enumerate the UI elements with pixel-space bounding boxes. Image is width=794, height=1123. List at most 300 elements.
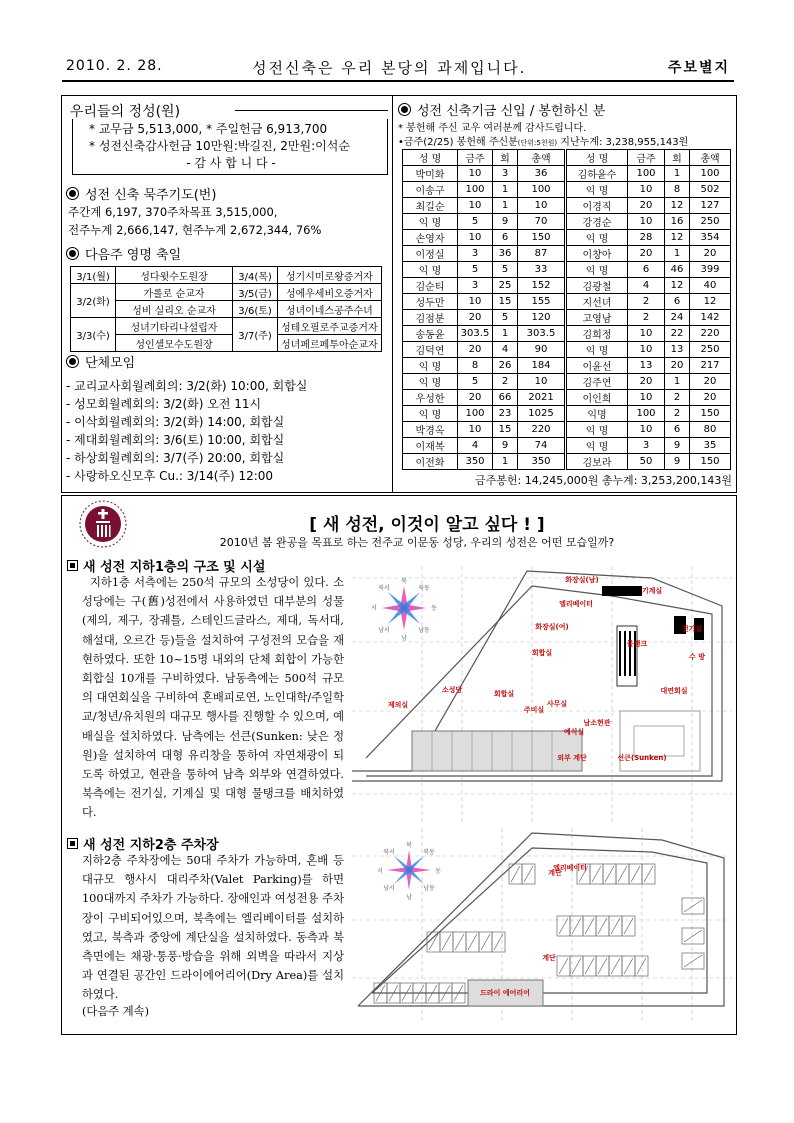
summary-label: •금주(2/25) 봉헌해 주신분 — [398, 137, 518, 148]
donor-name: 김주연 — [566, 374, 628, 390]
donor-name: 익 명 — [403, 406, 458, 422]
room-label: 소성당 — [441, 686, 463, 694]
feast-name: 성인셀모수도원장 — [116, 335, 233, 352]
donation-value: 2 — [665, 406, 690, 422]
donation-value: 13 — [665, 342, 690, 358]
room-label: 계단 — [548, 869, 562, 877]
donation-value: 66 — [493, 390, 518, 406]
stall-marking — [572, 918, 581, 934]
room-label: 화장실(남) — [565, 576, 599, 584]
meeting-item: - 하상회월례회의: 3/7(주) 20:00, 회합실 — [66, 451, 285, 465]
prayer-line-2: 전주누계 2,666,147, 현주누계 2,672,344, 76% — [68, 223, 322, 237]
stall-marking — [611, 918, 620, 934]
meeting-item: - 성모회월례회의: 3/2(화) 오전 11시 — [66, 397, 262, 411]
table-row — [403, 422, 731, 438]
donation-value: 23 — [493, 406, 518, 422]
stall-marking — [637, 958, 646, 974]
donations-total: 금주봉헌: 14,245,000원 총누계: 3,253,200,143원 — [475, 474, 732, 487]
stall-marking — [481, 934, 490, 950]
table-row — [403, 358, 731, 374]
donation-value: 1025 — [518, 406, 566, 422]
feast-name: 성기시미로왕증거자 — [278, 267, 382, 284]
section1-body — [82, 573, 344, 828]
radio-bullet-icon — [66, 247, 79, 260]
donor-name: 이전화 — [403, 454, 458, 470]
donor-name: 김순티 — [403, 278, 458, 294]
continued-note: (다음주 계속) — [82, 1005, 149, 1018]
room-label: 기계실 — [641, 587, 663, 595]
donation-value: 2 — [665, 390, 690, 406]
donation-value: 22 — [665, 326, 690, 342]
donation-value: 90 — [518, 342, 566, 358]
donation-value: 100 — [628, 406, 665, 422]
feast-name: 성비 실리오 순교자 — [116, 301, 233, 318]
offerings-thanks: - 감 사 합 니 다 - — [186, 156, 276, 170]
donation-value: 10 — [628, 422, 665, 438]
donations-thanks: * 봉헌해 주신 교우 여러분께 감사드립니다. — [398, 123, 587, 134]
feast-name: 성녀이네스공주수녀 — [278, 301, 382, 318]
donation-value: 350 — [518, 454, 566, 470]
compass-label: 남 — [401, 635, 407, 642]
donation-value: 5 — [493, 310, 518, 326]
donation-value: 9 — [493, 214, 518, 230]
donation-value: 10 — [458, 198, 493, 214]
stall-marking — [559, 958, 568, 974]
donation-value: 303.5 — [458, 326, 493, 342]
stall-marking — [624, 958, 633, 974]
donor-name: 김덕연 — [403, 342, 458, 358]
room-label: 계단 — [542, 954, 556, 962]
donation-value: 10 — [518, 198, 566, 214]
header-slogan: 성전신축은 우리 본당의 과제입니다. — [252, 59, 527, 77]
donation-value: 6 — [665, 294, 690, 310]
donation-value: 2 — [493, 374, 518, 390]
donation-value: 4 — [458, 438, 493, 454]
donation-value: 36 — [493, 246, 518, 262]
compass-label: 동 — [435, 868, 441, 875]
col-header: 성 명 — [403, 150, 458, 166]
summary-cumulative: 지난누계: 3,238,955,143원 — [557, 137, 689, 148]
donation-value: 5 — [493, 262, 518, 278]
donation-value: 15 — [493, 422, 518, 438]
donor-name: 이창아 — [566, 246, 628, 262]
donation-value: 354 — [690, 230, 731, 246]
room-label: 회합실 — [531, 649, 553, 657]
donation-value: 155 — [518, 294, 566, 310]
feast-name: 성녀기타리나설립자 — [116, 318, 233, 335]
feast-date: 3/3(수) — [71, 318, 116, 352]
stall-marking — [618, 866, 627, 882]
donation-value: 150 — [690, 406, 731, 422]
meetings-title: 단체모임 — [85, 356, 136, 371]
donation-value: 350 — [458, 454, 493, 470]
donation-value: 100 — [518, 182, 566, 198]
donation-value: 399 — [690, 262, 731, 278]
room-label: 제의실 — [387, 701, 409, 709]
compass-label: 북동 — [418, 585, 430, 592]
radio-bullet-icon — [66, 187, 79, 200]
donation-value: 26 — [493, 358, 518, 374]
stall-marking — [631, 866, 640, 882]
donation-value: 100 — [628, 166, 665, 182]
meeting-item: - 교리교사회월례회의: 3/2(화) 10:00, 회합실 — [66, 379, 308, 393]
meeting-item: - 제대회월례회의: 3/6(토) 10:00, 회합실 — [66, 433, 285, 447]
donation-value: 1 — [665, 374, 690, 390]
compass-label: 남서 — [383, 885, 395, 892]
donation-value: 5 — [458, 262, 493, 278]
room-label: 화장실(여) — [535, 623, 569, 631]
stall-marking — [592, 866, 601, 882]
donation-value: 1 — [665, 166, 690, 182]
room-label: 전기실 — [681, 625, 703, 633]
room-label: 대연회실 — [660, 687, 688, 695]
donor-name: 김점분 — [403, 310, 458, 326]
donation-value: 10 — [628, 326, 665, 342]
donation-value: 1 — [665, 246, 690, 262]
donation-value: 20 — [690, 374, 731, 390]
square-bullet-icon — [67, 560, 78, 571]
donation-value: 220 — [518, 422, 566, 438]
section2-body — [82, 851, 344, 1001]
donation-value: 4 — [628, 278, 665, 294]
donation-value: 127 — [690, 198, 731, 214]
donation-value: 120 — [518, 310, 566, 326]
stall-marking — [442, 934, 451, 950]
donation-value: 100 — [458, 182, 493, 198]
donation-value: 10 — [458, 166, 493, 182]
table-row — [403, 390, 731, 406]
col-header: 총액 — [690, 150, 731, 166]
room-label: 사무실 — [546, 700, 568, 708]
donation-value: 74 — [518, 438, 566, 454]
donor-name: 박경옥 — [403, 422, 458, 438]
compass-label: 남서 — [378, 627, 390, 634]
donation-value: 8 — [458, 358, 493, 374]
page-header — [62, 54, 734, 82]
stall-marking — [605, 866, 614, 882]
donation-value: 1 — [493, 326, 518, 342]
donor-name: 익명 — [566, 406, 628, 422]
donation-value: 20 — [628, 246, 665, 262]
compass-label: 남 — [406, 894, 412, 901]
feast-date: 3/4(목) — [233, 267, 278, 284]
meetings-list — [66, 377, 307, 485]
offerings-title: 우리들의 정성(원) — [70, 101, 388, 121]
donation-value: 5 — [458, 214, 493, 230]
square-bullet-icon — [67, 838, 78, 849]
col-header: 금주 — [458, 150, 493, 166]
donation-value: 10 — [628, 390, 665, 406]
donation-value: 10 — [458, 422, 493, 438]
donation-value: 40 — [690, 278, 731, 294]
donations-title: 성전 신축기금 신입 / 봉헌하신 분 — [417, 104, 606, 119]
donor-name: 지선녀 — [566, 294, 628, 310]
stall-marking — [511, 866, 520, 882]
donation-value: 6 — [493, 230, 518, 246]
offerings-box — [70, 101, 388, 175]
donor-name: 이경직 — [566, 198, 628, 214]
donation-value: 303.5 — [518, 326, 566, 342]
stall-marking — [559, 918, 568, 934]
donation-value: 150 — [690, 454, 731, 470]
donor-name: 이정실 — [403, 246, 458, 262]
donations-heading — [398, 100, 605, 119]
donor-name: 김보라 — [566, 454, 628, 470]
room-label: 선큰(Sunken) — [617, 754, 667, 762]
meeting-item: - 사랑하오신모후 Cu.: 3/14(주) 12:00 — [66, 469, 274, 483]
room-label: 수 방 — [689, 653, 705, 661]
header-date: 2010. 2. 28. — [66, 58, 163, 74]
room-label: 외부 계단 — [557, 754, 587, 762]
donation-value: 8 — [665, 182, 690, 198]
donation-value: 46 — [665, 262, 690, 278]
table-row — [71, 267, 382, 284]
feast-date: 3/5(금) — [233, 284, 278, 301]
table-row — [403, 454, 731, 470]
donor-name: 익 명 — [566, 342, 628, 358]
room-label: 주비실 — [523, 706, 545, 714]
stall-marking — [684, 930, 702, 942]
donation-value: 2021 — [518, 390, 566, 406]
donor-name: 익 명 — [403, 262, 458, 278]
table-row — [403, 294, 731, 310]
donor-name: 익 명 — [566, 438, 628, 454]
donation-value: 100 — [458, 406, 493, 422]
donor-name: 이재복 — [403, 438, 458, 454]
stall-marking — [585, 918, 594, 934]
compass-label: 북동 — [423, 849, 435, 856]
room-label: 남소현관 — [583, 719, 611, 727]
donation-value: 12 — [665, 230, 690, 246]
table-row — [71, 284, 382, 301]
donation-value: 3 — [493, 166, 518, 182]
donation-value: 24 — [665, 310, 690, 326]
feast-name: 성테오필로주교증거자 — [278, 318, 382, 335]
donation-value: 13 — [628, 358, 665, 374]
feast-name: 성녀페르페투아순교자 — [278, 335, 382, 352]
donor-name: 김하윤수 — [566, 166, 628, 182]
donor-name: 우성한 — [403, 390, 458, 406]
stall-marking — [611, 958, 620, 974]
donation-value: 20 — [458, 390, 493, 406]
donation-value: 20 — [628, 374, 665, 390]
section1-text: 지하1층 서측에는 250석 규모의 소성당이 있다. 소성당에는 구(舊)성전에서 사용하였던 대부분의 성물(제의, 제구, 장궤틀, 스테인드글라스, 제대, 독서대, 해설대, 오르간 등)들을 설치하여 구성전의 모습을 재현하였다. 또한 10~15명 내외의 단체 회합이 가능한 회합실 10개를 구비하였다. 남동측에는 500석 규모의 대연회실을 구비하여 혼배피로연, 노인대학/주일학교/청년/유치원의 대규모 행사를 진행할 수 있으며, 예배실을 설치하였다. 남측에는 선큰(Sunken: 낮은 정원)을 설치하여 대형 유리창을 통하여 자연채광이 되도록 하였고, 현관을 통하여 남측 외부와 연결하였다. 북측에는 전기실, 기계실 및 대형 물탱크를 배치하였다. — [82, 576, 344, 820]
compass-label: 서 — [371, 605, 377, 612]
donation-value: 80 — [690, 422, 731, 438]
room-label: 물탱크 — [626, 640, 648, 648]
compass-label: 남동 — [423, 885, 435, 892]
offerings-line-1: * 교무금 5,513,000, * 주일헌금 6,913,700 — [89, 122, 328, 136]
stall-marking — [624, 918, 633, 934]
donation-value: 25 — [493, 278, 518, 294]
table-row — [403, 326, 731, 342]
donor-name: 익 명 — [403, 358, 458, 374]
feast-name: 가롤로 순교자 — [116, 284, 233, 301]
donation-value: 20 — [665, 358, 690, 374]
donation-value: 1 — [493, 454, 518, 470]
donation-value: 184 — [518, 358, 566, 374]
header-section: 주보별지 — [667, 60, 730, 76]
section2-title: 새 성전 지하2층 주차장 — [83, 838, 219, 853]
donor-name: 이윤선 — [566, 358, 628, 374]
stall-marking — [468, 934, 477, 950]
donation-value: 70 — [518, 214, 566, 230]
feasts-title: 다음주 영명 축일 — [85, 248, 182, 263]
stall-marking — [598, 958, 607, 974]
compass-label: 서 — [377, 868, 383, 875]
feast-name: 성에우세비오증거자 — [278, 284, 382, 301]
donation-value: 28 — [628, 230, 665, 246]
donation-value: 36 — [518, 166, 566, 182]
donation-value: 150 — [518, 230, 566, 246]
donor-name: 이인희 — [566, 390, 628, 406]
donation-value: 9 — [665, 454, 690, 470]
prayer-heading — [66, 184, 216, 203]
feast-name: 성다윗수도원장 — [116, 267, 233, 284]
donation-value: 20 — [690, 390, 731, 406]
table-row — [403, 374, 731, 390]
table-row — [71, 335, 382, 352]
feasts-heading — [66, 244, 181, 263]
stall-marking — [455, 934, 464, 950]
donation-value: 5 — [458, 374, 493, 390]
donation-value: 12 — [665, 198, 690, 214]
donor-name: 김광철 — [566, 278, 628, 294]
stall-marking — [644, 866, 653, 882]
table-row — [403, 246, 731, 262]
compass-label: 북 — [401, 578, 407, 585]
feast-date: 3/2(화) — [71, 284, 116, 318]
room-label: 엘리베이터 — [559, 600, 593, 608]
compass-label: 북서 — [378, 585, 390, 592]
table-row — [403, 166, 731, 182]
feature-title: [ 새 성전, 이것이 알고 싶다 ! ] — [309, 515, 545, 535]
prayer-line-1: 주간계 6,197, 370주차목표 3,515,000, — [68, 205, 278, 219]
donation-value: 15 — [493, 294, 518, 310]
donation-value: 20 — [458, 342, 493, 358]
donations-table — [402, 149, 731, 470]
section2-text: 지하2층 주차장에는 50대 주차가 가능하며, 혼배 등 대규모 행사시 대리주차(Valet Parking)를 하면 100대까지 주차가 가능하다. 장애인과 여성전용 주차장이 구비되어있으며, 북측에는 엘리베이터를 설치하였고, 북측과 중앙에 계단실을 설치하였다. 동측과 북측면에는 채광·통풍·방습을 위해 외벽을 따라서 지상과 연결된 공간인 드라이에어리어(Dry Area)를 설치하였다. — [82, 854, 344, 1001]
donations-summary — [398, 133, 688, 148]
donation-value: 3 — [628, 438, 665, 454]
room-label: 드라이 에어리어 — [480, 989, 530, 997]
donation-value: 50 — [628, 454, 665, 470]
col-header: 성 명 — [566, 150, 628, 166]
donation-value: 9 — [493, 438, 518, 454]
stall-marking — [598, 918, 607, 934]
table-row — [403, 198, 731, 214]
donation-value: 16 — [665, 214, 690, 230]
table-row — [403, 182, 731, 198]
donor-name: 성두만 — [403, 294, 458, 310]
prayer-title: 성전 신축 묵주기도(번) — [85, 188, 217, 203]
stall-marking — [684, 955, 702, 967]
donation-value: 87 — [518, 246, 566, 262]
feast-date: 3/1(월) — [71, 267, 116, 284]
donation-value: 10 — [458, 230, 493, 246]
donation-value: 142 — [690, 310, 731, 326]
col-header: 금주 — [628, 150, 665, 166]
table-row — [403, 406, 731, 422]
donor-name: 송동윤 — [403, 326, 458, 342]
summary-unit: (단위:5천원) — [517, 139, 558, 147]
donor-name: 고영남 — [566, 310, 628, 326]
donation-value: 502 — [690, 182, 731, 198]
donor-name: 최길순 — [403, 198, 458, 214]
floor-plan-b2 — [352, 828, 732, 1020]
donation-value: 1 — [493, 198, 518, 214]
donor-name: 박미화 — [403, 166, 458, 182]
feast-date: 3/7(주) — [233, 318, 278, 352]
donation-value: 10 — [628, 214, 665, 230]
stall-marking — [684, 900, 702, 912]
donation-value: 4 — [493, 342, 518, 358]
compass-label: 북서 — [383, 849, 395, 856]
donation-value: 9 — [665, 438, 690, 454]
table-row — [403, 342, 731, 358]
donation-value: 10 — [518, 374, 566, 390]
donor-name: 익 명 — [403, 374, 458, 390]
table-row — [403, 438, 731, 454]
table-row — [71, 301, 382, 318]
donation-value: 35 — [690, 438, 731, 454]
column-divider — [392, 95, 393, 492]
col-header: 회 — [493, 150, 518, 166]
donation-value: 217 — [690, 358, 731, 374]
compass-label: 동 — [431, 605, 437, 612]
donation-value: 1 — [493, 182, 518, 198]
radio-bullet-icon — [66, 355, 79, 368]
col-header: 총액 — [518, 150, 566, 166]
meetings-heading — [66, 352, 135, 371]
table-row — [403, 278, 731, 294]
donation-value: 33 — [518, 262, 566, 278]
donation-value: 100 — [690, 166, 731, 182]
donation-value: 10 — [628, 342, 665, 358]
table-row — [403, 230, 731, 246]
table-row — [71, 318, 382, 335]
floor-plan-b1 — [352, 566, 732, 824]
donor-name: 익 명 — [566, 230, 628, 246]
donor-name: 손영자 — [403, 230, 458, 246]
table-row — [403, 310, 731, 326]
table-row — [403, 214, 731, 230]
donation-value: 12 — [690, 294, 731, 310]
room-label: 예식실 — [563, 728, 585, 736]
donor-name: 익 명 — [566, 262, 628, 278]
donation-value: 2 — [628, 294, 665, 310]
donor-name: 강경순 — [566, 214, 628, 230]
donation-value: 2 — [628, 310, 665, 326]
compass-label: 북 — [406, 842, 412, 849]
section1-title: 새 성전 지하1층의 구조 및 시설 — [83, 560, 266, 575]
donation-value: 12 — [665, 278, 690, 294]
room-label: 엘리베이터 — [553, 864, 587, 872]
donation-value: 250 — [690, 342, 731, 358]
stall-marking — [524, 866, 533, 882]
donation-value: 3 — [458, 246, 493, 262]
compass-rose-icon — [382, 586, 426, 630]
donation-value: 10 — [458, 294, 493, 310]
stall-marking — [572, 958, 581, 974]
donor-name: 김희정 — [566, 326, 628, 342]
stall-marking — [585, 958, 594, 974]
stall-marking — [429, 934, 438, 950]
donation-value: 250 — [690, 214, 731, 230]
offerings-line-2: * 성전신축감사헌금 10만원:박길진, 2만원:이석순 — [89, 139, 350, 153]
table-row — [403, 262, 731, 278]
donor-name: 익 명 — [566, 182, 628, 198]
